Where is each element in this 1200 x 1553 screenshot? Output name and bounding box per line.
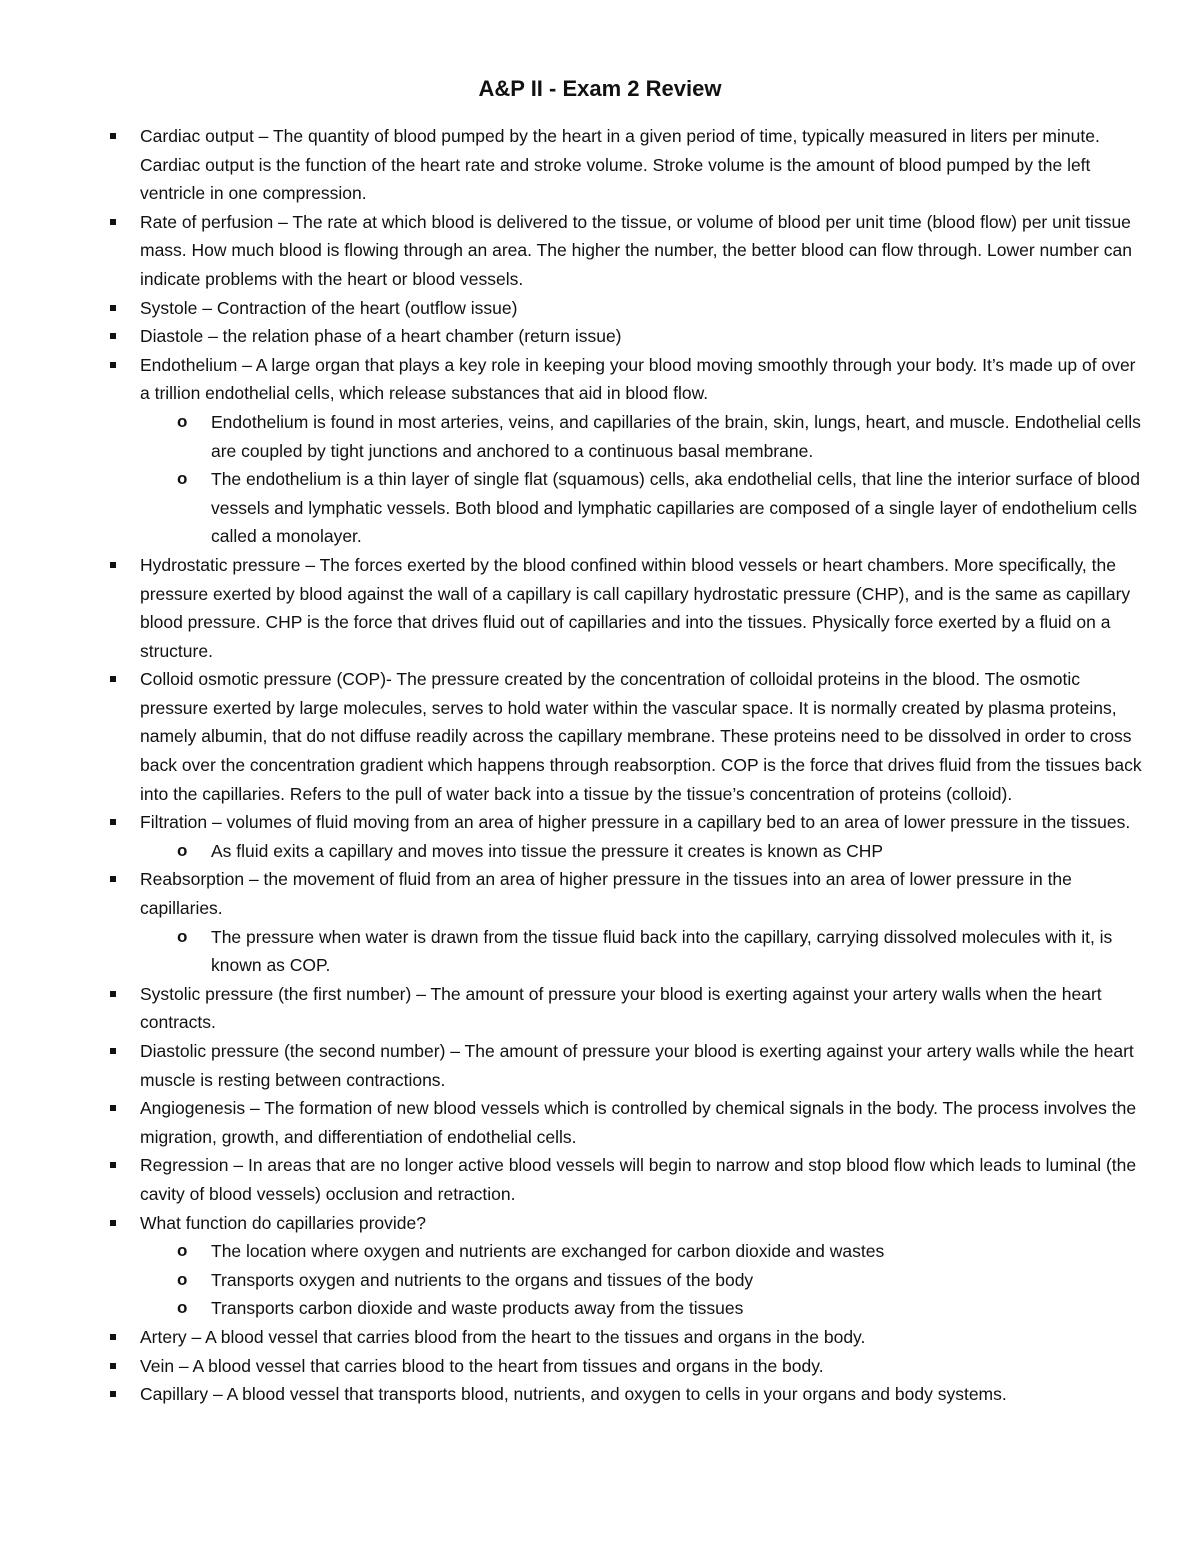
list-item-text: Diastole – the relation phase of a heart chamber (return issue) — [140, 326, 622, 347]
sub-item-text: The location where oxygen and nutrients are exchanged for carbon dioxide and wastes — [211, 1241, 885, 1262]
sub-item-endothelium-location — [104, 408, 1144, 465]
square-bullet-icon — [110, 819, 116, 825]
circle-bullet-icon: o — [177, 469, 188, 489]
sub-item-text: Transports oxygen and nutrients to the organs and tissues of the body — [211, 1269, 754, 1290]
square-bullet-icon — [110, 133, 116, 139]
list-item-capillary-function-question — [104, 1209, 1144, 1238]
sub-item-capillary-transport-out — [104, 1294, 1144, 1323]
square-bullet-icon — [110, 219, 116, 225]
list-item-text: Vein – A blood vessel that carries blood to the heart from tissues and organs in the body. — [140, 1355, 824, 1376]
list-item-text: Cardiac output – The quantity of blood pumped by the heart in a given period of time, typically measured in liters per minute. Cardiac output is the function of the heart rate and stroke volume. Stroke volume is the amount of blood pumped by the left ventricle in one compression. — [140, 126, 1100, 204]
circle-bullet-icon: o — [177, 1241, 188, 1261]
sub-item-text: Endothelium is found in most arteries, veins, and capillaries of the brain, skin, lungs, heart, and muscle. Endothelial cells are coupled by tight junctions and anchored to a continuous basal membrane. — [211, 411, 1141, 461]
sub-item-text: The endothelium is a thin layer of single flat (squamous) cells, aka endothelial cells, that line the interior surface of blood vessels and lymphatic vessels. Both blood and lymphatic capillaries are composed of a single layer of endothelium cells called a monolayer. — [211, 469, 1140, 547]
circle-bullet-icon: o — [177, 1298, 188, 1318]
square-bullet-icon — [110, 1048, 116, 1054]
list-item-text: Regression – In areas that are no longer active blood vessels will begin to narrow and stop blood flow which leads to luminal (the cavity of blood vessels) occlusion and retraction. — [140, 1155, 1137, 1204]
list-item-colloid-osmotic-pressure — [104, 665, 1144, 808]
square-bullet-icon — [110, 676, 116, 682]
circle-bullet-icon: o — [177, 926, 188, 946]
list-item-text: Artery – A blood vessel that carries blood from the heart to the tissues and organs in the body. — [140, 1326, 866, 1347]
list-item-artery — [104, 1323, 1144, 1352]
list-item-text: Colloid osmotic pressure (COP)- The pressure created by the concentration of colloidal proteins in the blood. The osmotic pressure exerted by large molecules, serves to hold water within the vascular space. It is normally created by plasma proteins, namely albumin, that do not diffuse readily across the capillary membrane. These proteins need to be dissolved in order to cross back over the concentration gradient which happens through reabsorption. COP is the force that drives fluid from the tissues back into the capillaries. Refers to the pull of water back into a tissue by the tissue’s concentration of proteins (colloid). — [140, 669, 1142, 804]
list-item-text: Diastolic pressure (the second number) – The amount of pressure your blood is exerting against your artery walls while the heart muscle is resting between contractions. — [140, 1041, 1134, 1090]
sub-item-text: The pressure when water is drawn from the tissue fluid back into the capillary, carrying dissolved molecules with it, is known as COP. — [211, 926, 1113, 976]
list-item-hydrostatic-pressure — [104, 551, 1144, 665]
list-item-diastole — [104, 322, 1144, 351]
square-bullet-icon — [110, 362, 116, 368]
square-bullet-icon — [110, 991, 116, 997]
sub-item-capillary-exchange — [104, 1237, 1144, 1266]
list-item-reabsorption — [104, 865, 1144, 922]
list-item-text: Reabsorption – the movement of fluid from an area of higher pressure in the tissues into an area of lower pressure in the capillaries. — [140, 869, 1072, 919]
circle-bullet-icon: o — [177, 840, 188, 860]
list-item-filtration — [104, 808, 1144, 837]
list-item-diastolic-pressure — [104, 1037, 1144, 1094]
list-item-regression — [104, 1151, 1144, 1208]
list-item-text: Hydrostatic pressure – The forces exerted by the blood confined within blood vessels or heart chambers. More specifically, the pressure exerted by blood against the wall of a capillary is call capillary hydrostatic pressure (CHP), and is the same as capillary blood pressure. CHP is the force that drives fluid out of capillaries and into the tissues. Physically force exerted by a fluid on a structure. — [140, 554, 1131, 661]
list-item-text: Angiogenesis – The formation of new blood vessels which is controlled by chemical signals in the body. The process involves the migration, growth, and differentiation of endothelial cells. — [140, 1098, 1137, 1147]
list-item-text: Filtration – volumes of fluid moving from an area of higher pressure in a capillary bed to an area of lower pressure in the tissues. — [140, 812, 1131, 833]
list-item-rate-of-perfusion — [104, 208, 1144, 294]
sub-item-filtration-chp — [104, 837, 1144, 866]
sub-item-text: As fluid exits a capillary and moves into tissue the pressure it creates is known as CHP — [211, 840, 884, 861]
bullet-list — [104, 122, 1144, 1409]
list-item-text: Rate of perfusion – The rate at which blood is delivered to the tissue, or volume of blood per unit time (blood flow) per unit tissue mass. How much blood is flowing through an area. The higher the number, the better blood can flow through. Lower number can indicate problems with the heart or blood vessels. — [140, 211, 1132, 289]
circle-bullet-icon: o — [177, 411, 188, 431]
square-bullet-icon — [110, 562, 116, 568]
list-item-text: Endothelium – A large organ that plays a key role in keeping your blood moving smoothly through your body. It’s made up of over a trillion endothelial cells, which release substances that aid in blood flow. — [140, 354, 1136, 404]
square-bullet-icon — [110, 1105, 116, 1111]
sub-item-capillary-transport-in — [104, 1266, 1144, 1295]
list-item-capillary — [104, 1380, 1144, 1409]
square-bullet-icon — [110, 1334, 116, 1340]
square-bullet-icon — [110, 1391, 116, 1397]
square-bullet-icon — [110, 1162, 116, 1168]
list-item-text: Systole – Contraction of the heart (outflow issue) — [140, 297, 518, 318]
square-bullet-icon — [110, 333, 116, 339]
sub-item-reabsorption-cop — [104, 923, 1144, 980]
square-bullet-icon — [110, 1363, 116, 1369]
list-item-systole — [104, 294, 1144, 323]
sub-item-endothelium-layer — [104, 465, 1144, 551]
sub-item-text: Transports carbon dioxide and waste products away from the tissues — [211, 1298, 744, 1319]
circle-bullet-icon: o — [177, 1269, 188, 1289]
list-item-cardiac-output — [104, 122, 1144, 208]
list-item-text: Capillary – A blood vessel that transports blood, nutrients, and oxygen to cells in your organs and body systems. — [140, 1384, 1007, 1405]
list-item-text: What function do capillaries provide? — [140, 1212, 426, 1233]
list-item-text: Systolic pressure (the first number) – The amount of pressure your blood is exerting against your artery walls when the heart contracts. — [140, 983, 1102, 1033]
square-bullet-icon — [110, 1220, 116, 1226]
list-item-angiogenesis — [104, 1094, 1144, 1151]
square-bullet-icon — [110, 876, 116, 882]
square-bullet-icon — [110, 305, 116, 311]
list-item-vein — [104, 1352, 1144, 1381]
list-item-endothelium — [104, 351, 1144, 408]
list-item-systolic-pressure — [104, 980, 1144, 1037]
document-title: A&P II - Exam 2 Review — [478, 76, 722, 101]
